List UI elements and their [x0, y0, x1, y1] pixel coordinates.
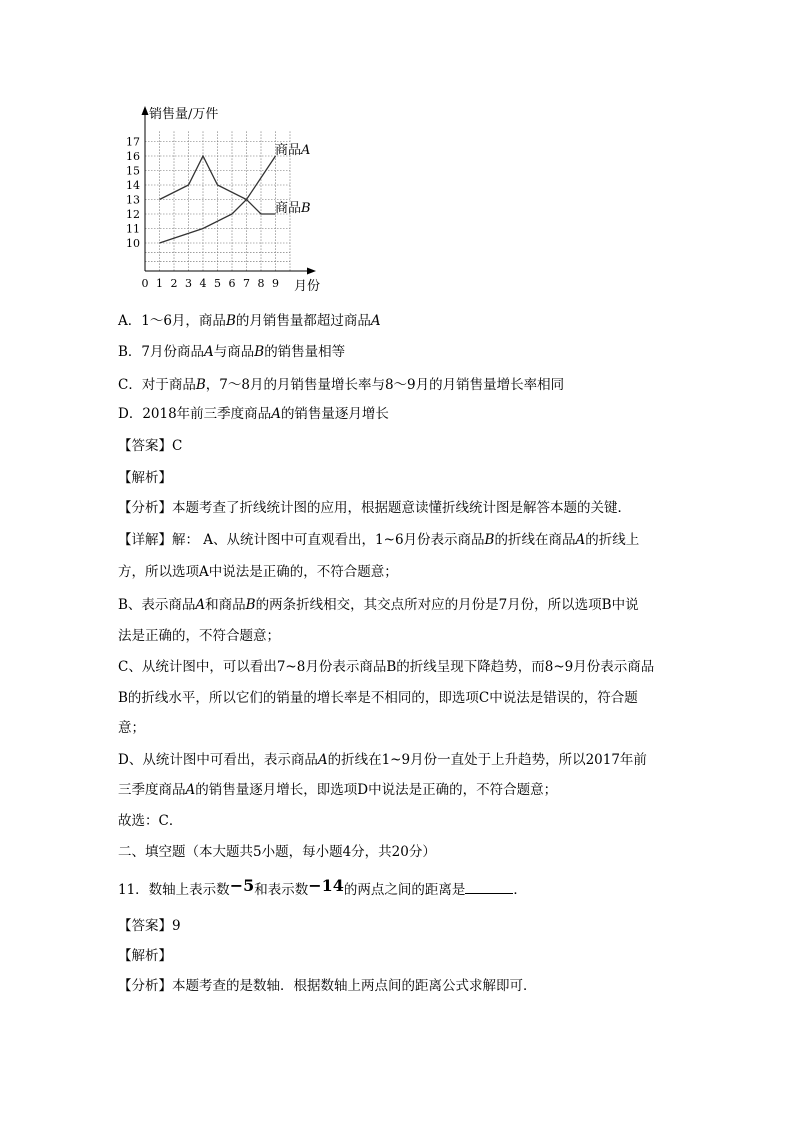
detail-l8-text2: 的折线在1~9月份一直处于上升趋势，所以2017年前	[327, 752, 647, 768]
y-tick-label: 10	[126, 237, 140, 250]
y-tick-label: 12	[126, 208, 140, 221]
x-tick-label: 1	[156, 277, 163, 290]
option-b-var2: B	[254, 344, 265, 360]
detail-l1-var2: A	[575, 532, 586, 548]
detail-l9-text2: 的销售量逐月增长，即选项D中说法是正确的，不符合题意；	[195, 782, 558, 798]
detail-l3-var2: B	[245, 597, 256, 613]
x-tick-label: 8	[257, 277, 265, 290]
detail-l1-text: 【详解】解： A、从统计图中可直观看出，1~6月份表示商品	[118, 532, 485, 548]
detail-l9-var1: A	[185, 782, 196, 798]
jiexi-10: 【解析】	[118, 470, 172, 486]
y-axis-arrow	[142, 106, 149, 115]
x-tick-label: 7	[243, 277, 250, 290]
q11-text: 11．数轴上表示数	[118, 882, 230, 898]
option-c	[118, 376, 564, 394]
answer-11: 【答案】9	[118, 918, 181, 934]
series-label-a: 商品A	[275, 143, 311, 158]
section-heading: 二、填空题（本大题共5小题，每小题4分，共20分）	[118, 844, 436, 860]
x-tick-label: 5	[214, 277, 221, 290]
final-choice: 故选：C．	[118, 813, 183, 829]
detail-l3-var1: A	[195, 597, 206, 613]
jiexi-11: 【解析】	[118, 948, 172, 964]
q11-number1: −5	[229, 876, 255, 895]
answer-blank	[465, 881, 513, 894]
x-tick-label: 2	[170, 277, 178, 290]
q11-text2: 和表示数	[254, 882, 309, 898]
y-tick-label: 17	[126, 135, 140, 149]
detail-line-7: 意；	[118, 720, 145, 736]
y-tick-label: 15	[126, 164, 140, 178]
x-tick-label: 4	[199, 277, 207, 290]
option-d-text: D．2018年前三季度商品	[118, 406, 272, 422]
detail-l1-text3: 的折线上	[585, 532, 640, 548]
detail-line-1	[118, 531, 639, 549]
y-axis-label: 销售量/万件	[149, 107, 219, 122]
question-11	[118, 876, 527, 899]
q11-number2: −14	[308, 876, 344, 895]
x-axis-arrow	[307, 268, 316, 275]
y-tick-label: 14	[126, 179, 140, 192]
detail-l1-var1: B	[484, 532, 495, 548]
option-c-text: C．对于商品	[118, 377, 196, 393]
option-d	[118, 405, 389, 423]
option-a	[118, 312, 381, 330]
line-chart	[126, 100, 332, 300]
option-b-text2: 与商品	[213, 344, 255, 360]
detail-l1-text2: 的折线在商品	[494, 532, 576, 548]
y-tick-label: 11	[126, 222, 140, 236]
option-a-var1: B	[225, 313, 236, 329]
analysis-11: 【分析】本题考查的是数轴．根据数轴上两点间的距离公式求解即可．	[118, 978, 537, 994]
detail-l3-text2: 和商品	[205, 597, 246, 613]
x-tick-label: 9	[272, 277, 279, 290]
detail-line-2: 方，所以选项A中说法是正确的，不符合题意；	[118, 564, 398, 580]
y-tick-label: 16	[126, 150, 140, 163]
detail-line-3	[118, 596, 639, 614]
option-c-text2: ，7～8月的月销售量增长率与8～9月的月销售量增长率相同	[205, 377, 565, 393]
detail-l3-text: B、表示商品	[118, 597, 196, 613]
y-tick-label: 13	[126, 193, 140, 207]
option-b-text3: 的销售量相等	[264, 344, 346, 360]
option-c-var1: B	[195, 377, 206, 393]
detail-line-4: 法是正确的，不符合题意；	[118, 628, 280, 644]
x-tick-label: 3	[185, 277, 192, 290]
option-d-var1: A	[271, 406, 281, 422]
option-a-text2: 的月销售量都超过商品	[235, 313, 371, 329]
detail-l3-text3: 的两条折线相交，其交点所对应的月份是7月份，所以选项B中说	[255, 597, 639, 613]
x-axis-label: 月份	[294, 279, 321, 294]
option-a-text: A．1～6月，商品	[118, 313, 226, 329]
q11-end: ．	[513, 882, 527, 898]
detail-l8-text: D、从统计图中可看出，表示商品	[118, 752, 318, 768]
analysis-10: 【分析】本题考查了折线统计图的应用，根据题意读懂折线统计图是解答本题的关键．	[118, 500, 631, 516]
answer-10: 【答案】C	[118, 438, 183, 454]
option-b	[118, 343, 345, 361]
detail-l9-text: 三季度商品	[118, 782, 186, 798]
x-tick-label: 0	[141, 277, 149, 290]
option-a-var2: A	[370, 313, 381, 329]
option-b-var1: A	[204, 344, 214, 360]
detail-l8-var1: A	[317, 752, 328, 768]
x-tick-label: 6	[228, 277, 236, 290]
detail-line-9	[118, 781, 557, 799]
series-label-b: 商品B	[275, 201, 311, 216]
detail-line-8	[118, 751, 647, 769]
q11-text3: 的两点之间的距离是	[343, 882, 466, 898]
option-d-text2: 的销售量逐月增长	[280, 406, 389, 422]
detail-line-5: C、从统计图中，可以看出7~8月份表示商品B的折线呈现下降趋势，而8~9月份表示商品	[118, 659, 655, 675]
option-b-text: B．7月份商品	[118, 344, 205, 360]
detail-line-6: B的折线水平，所以它们的销量的增长率是不相同的，即选项C中说法是错误的，符合题	[118, 690, 638, 706]
